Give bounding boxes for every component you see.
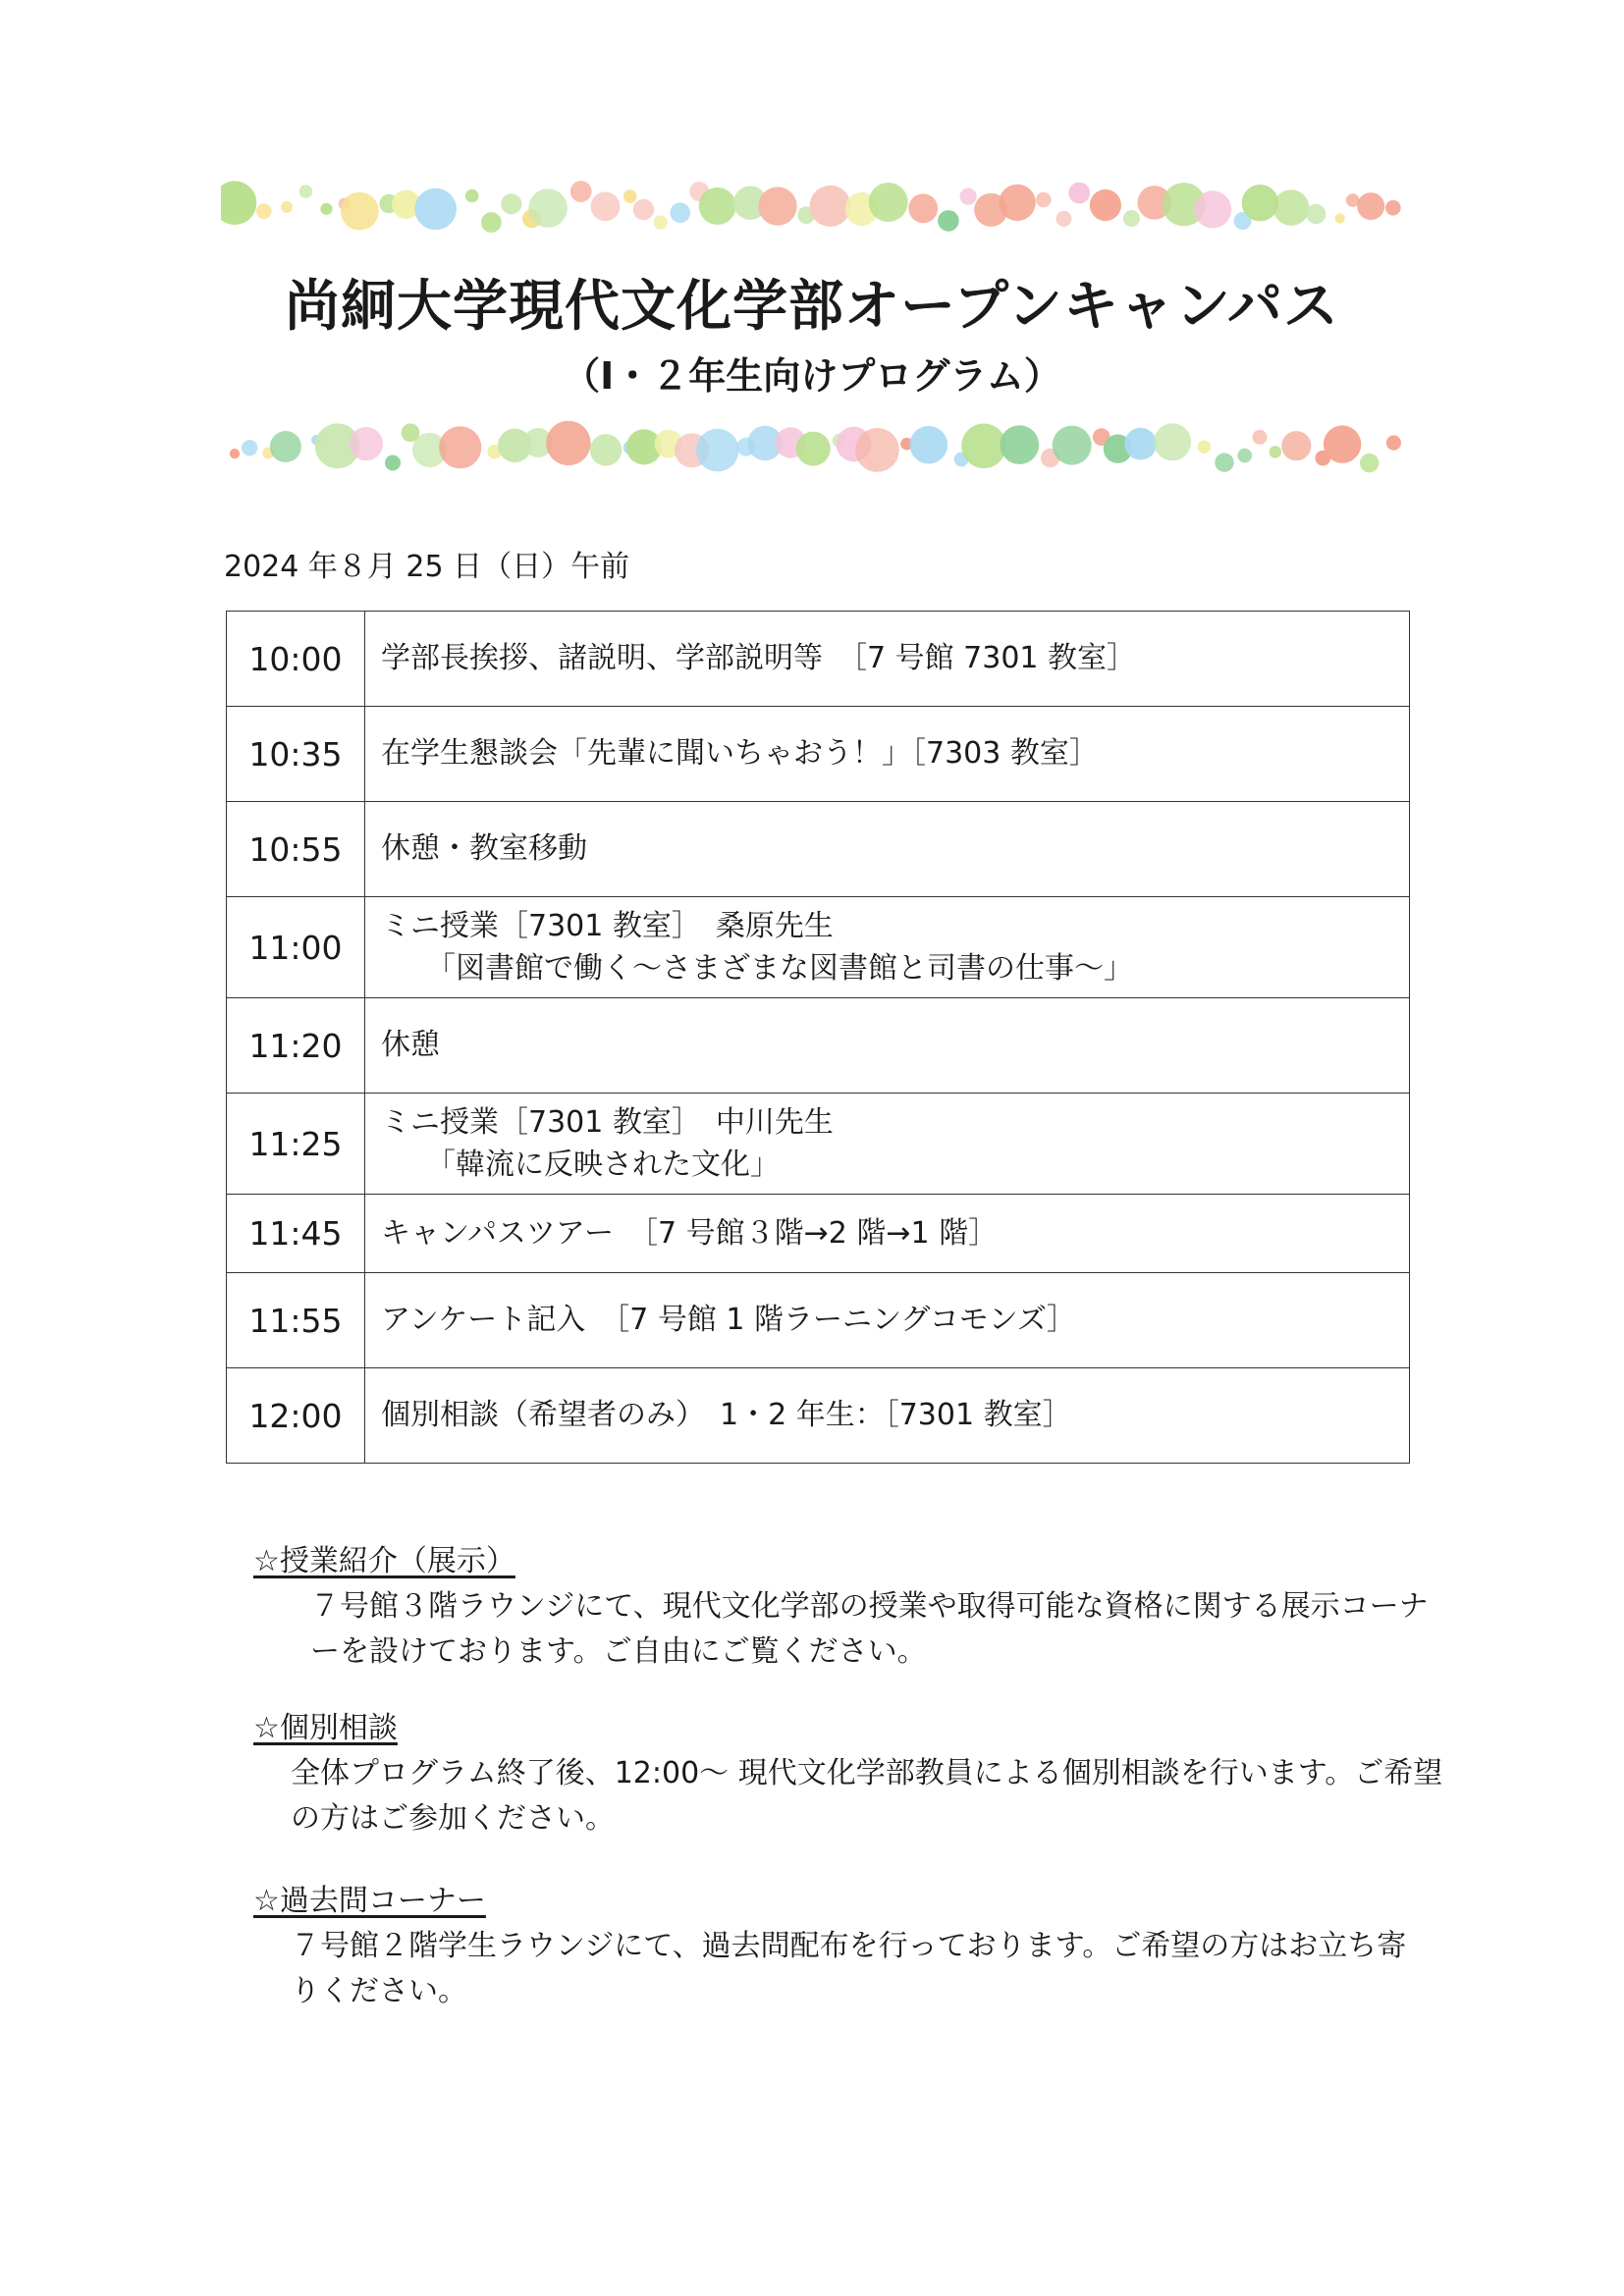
schedule-table <box>226 611 1410 1464</box>
schedule-subline: 「韓流に反映された文化」 <box>426 1148 780 1182</box>
decorative-dot <box>385 455 401 471</box>
schedule-time: 10:35 <box>227 707 365 802</box>
decorative-dot <box>1124 428 1157 460</box>
decorative-dot <box>270 431 301 462</box>
decorative-dot <box>1000 425 1039 464</box>
schedule-time: 11:25 <box>227 1094 365 1195</box>
decorative-dot <box>961 424 1006 469</box>
decorative-dots-top <box>221 177 1419 238</box>
decorative-dot <box>1056 211 1072 227</box>
decorative-dot <box>230 449 240 458</box>
decorative-dot <box>256 203 272 219</box>
table-row <box>227 802 1410 897</box>
decorative-dot <box>1090 189 1121 221</box>
decorative-dot <box>528 188 568 228</box>
section-individual-consultation <box>253 1706 1449 1842</box>
decorative-dot <box>299 185 313 198</box>
schedule-line: 個別相談（希望者のみ） 1・2 年生：［7301 教室］ <box>381 1398 1072 1433</box>
schedule-description <box>365 612 1410 707</box>
decorative-dot <box>1360 454 1379 472</box>
decorative-dot <box>320 203 332 215</box>
decorative-dot <box>414 188 457 231</box>
decorative-dot <box>1270 446 1282 458</box>
decorative-dot <box>465 189 479 203</box>
decorative-dot <box>1053 426 1092 465</box>
decorative-dot <box>590 434 622 465</box>
decorative-dot <box>350 427 383 460</box>
schedule-line: アンケート記入 ［7 号館 1 階ラーニングコモンズ］ <box>381 1303 1076 1338</box>
decorative-dot <box>633 199 654 220</box>
section-body: 全体プログラム終了後、12:00～ 現代文化学部教員による個別相談を行います。ご希望の方はご参加ください。 <box>291 1756 1443 1836</box>
table-row <box>227 1368 1410 1464</box>
decorative-dot <box>999 185 1035 221</box>
decorative-dot <box>855 428 899 472</box>
schedule-description <box>365 897 1410 998</box>
decorative-dot <box>1385 200 1401 216</box>
decorative-dot <box>696 429 739 472</box>
schedule-description <box>365 1094 1410 1195</box>
decorative-dot <box>1306 204 1326 224</box>
table-row <box>227 998 1410 1094</box>
schedule-time: 12:00 <box>227 1368 365 1464</box>
decorative-dot <box>221 181 256 225</box>
decorative-dot <box>796 432 831 466</box>
decorative-dot <box>1194 190 1231 228</box>
table-row <box>227 1273 1410 1368</box>
schedule-subline: 「図書館で働く～さまざまな図書館と司書の仕事～」 <box>426 951 1133 986</box>
decorative-dot <box>481 212 502 233</box>
schedule-line: 休憩 <box>381 1028 440 1063</box>
table-row <box>227 1195 1410 1273</box>
section-heading: ☆授業紹介（展示） <box>253 1544 515 1578</box>
table-row <box>227 1094 1410 1195</box>
decorative-dot <box>1123 210 1140 227</box>
table-row <box>227 707 1410 802</box>
decorative-dot <box>1357 192 1384 220</box>
decorative-dot <box>1237 449 1252 463</box>
table-row <box>227 897 1410 998</box>
schedule-description <box>365 1195 1410 1273</box>
schedule-line: ミニ授業［7301 教室］ 桑原先生 <box>381 908 834 943</box>
decorative-dot <box>623 189 637 203</box>
decorative-dot <box>1273 189 1310 226</box>
decorative-dot <box>1386 436 1401 451</box>
decorative-dot <box>910 426 948 464</box>
schedule-line: 学部長挨拶、諸説明、学部説明等 ［7 号館 7301 教室］ <box>381 641 1137 676</box>
decorative-dot <box>1068 183 1090 204</box>
decorative-dot <box>1198 441 1211 454</box>
schedule-time: 11:20 <box>227 998 365 1094</box>
page-title: 尚絅大学現代文化学部オープンキャンパス <box>284 275 1340 339</box>
decorative-dot <box>869 183 908 222</box>
decorative-dot <box>281 201 293 213</box>
section-class-exhibit <box>253 1539 1430 1675</box>
section-body: ７号館２階学生ラウンジにて、過去問配布を行っております。ご希望の方はお立ち寄りください。 <box>291 1929 1407 2008</box>
schedule-time: 11:45 <box>227 1195 365 1273</box>
decorative-dot <box>671 202 691 223</box>
section-body: ７号館３階ラウンジにて、現代文化学部の授業や取得可能な資格に関する展示コーナーを設けております。ご自由にご覧ください。 <box>310 1589 1429 1669</box>
decorative-dot <box>654 215 668 229</box>
schedule-line: 在学生懇談会「先輩に聞いちゃおう！」［7303 教室］ <box>381 736 1099 772</box>
table-row <box>227 612 1410 707</box>
decorative-dot <box>242 440 257 455</box>
decorative-dot <box>1154 423 1191 460</box>
schedule-line: ミニ授業［7301 教室］ 中川先生 <box>381 1104 834 1140</box>
decorative-dot <box>546 421 590 465</box>
decorative-dot <box>1036 192 1052 208</box>
schedule-description <box>365 1368 1410 1464</box>
schedule-line: 休憩・教室移動 <box>381 831 587 867</box>
schedule-description <box>365 707 1410 802</box>
schedule-time: 11:00 <box>227 897 365 998</box>
decorative-dot <box>1242 185 1278 221</box>
decorative-dot <box>758 187 796 225</box>
section-past-exams <box>253 1879 1430 2014</box>
decorative-dot <box>1215 454 1233 472</box>
decorative-dot <box>501 193 521 214</box>
decorative-dot <box>908 193 938 223</box>
section-heading: ☆過去問コーナー <box>253 1884 486 1918</box>
schedule-time: 10:00 <box>227 612 365 707</box>
schedule-description <box>365 1273 1410 1368</box>
schedule-time: 10:55 <box>227 802 365 897</box>
decorative-dot <box>1334 213 1344 223</box>
section-heading: ☆個別相談 <box>253 1711 398 1745</box>
schedule-description <box>365 998 1410 1094</box>
decorative-dot <box>439 426 481 468</box>
page-subtitle: （I・２年生向けプログラム） <box>563 354 1061 398</box>
decorative-dot <box>938 210 959 232</box>
decorative-dot <box>570 181 592 202</box>
decorative-dot <box>341 192 379 231</box>
decorative-dot <box>960 188 977 205</box>
schedule-description <box>365 802 1410 897</box>
decorative-dot <box>1324 425 1361 462</box>
decorative-dot <box>1253 430 1268 445</box>
decorative-dot <box>1281 431 1311 460</box>
schedule-line: キャンパスツアー ［7 号館３階→2 階→1 階］ <box>381 1215 999 1251</box>
decorative-dot <box>810 186 851 227</box>
decorative-dot <box>591 192 621 222</box>
schedule-time: 11:55 <box>227 1273 365 1368</box>
decorative-dot <box>699 187 736 225</box>
event-date: 2024 年８月 25 日（日）午前 <box>224 550 630 584</box>
decorative-dots-bottom <box>221 416 1419 477</box>
